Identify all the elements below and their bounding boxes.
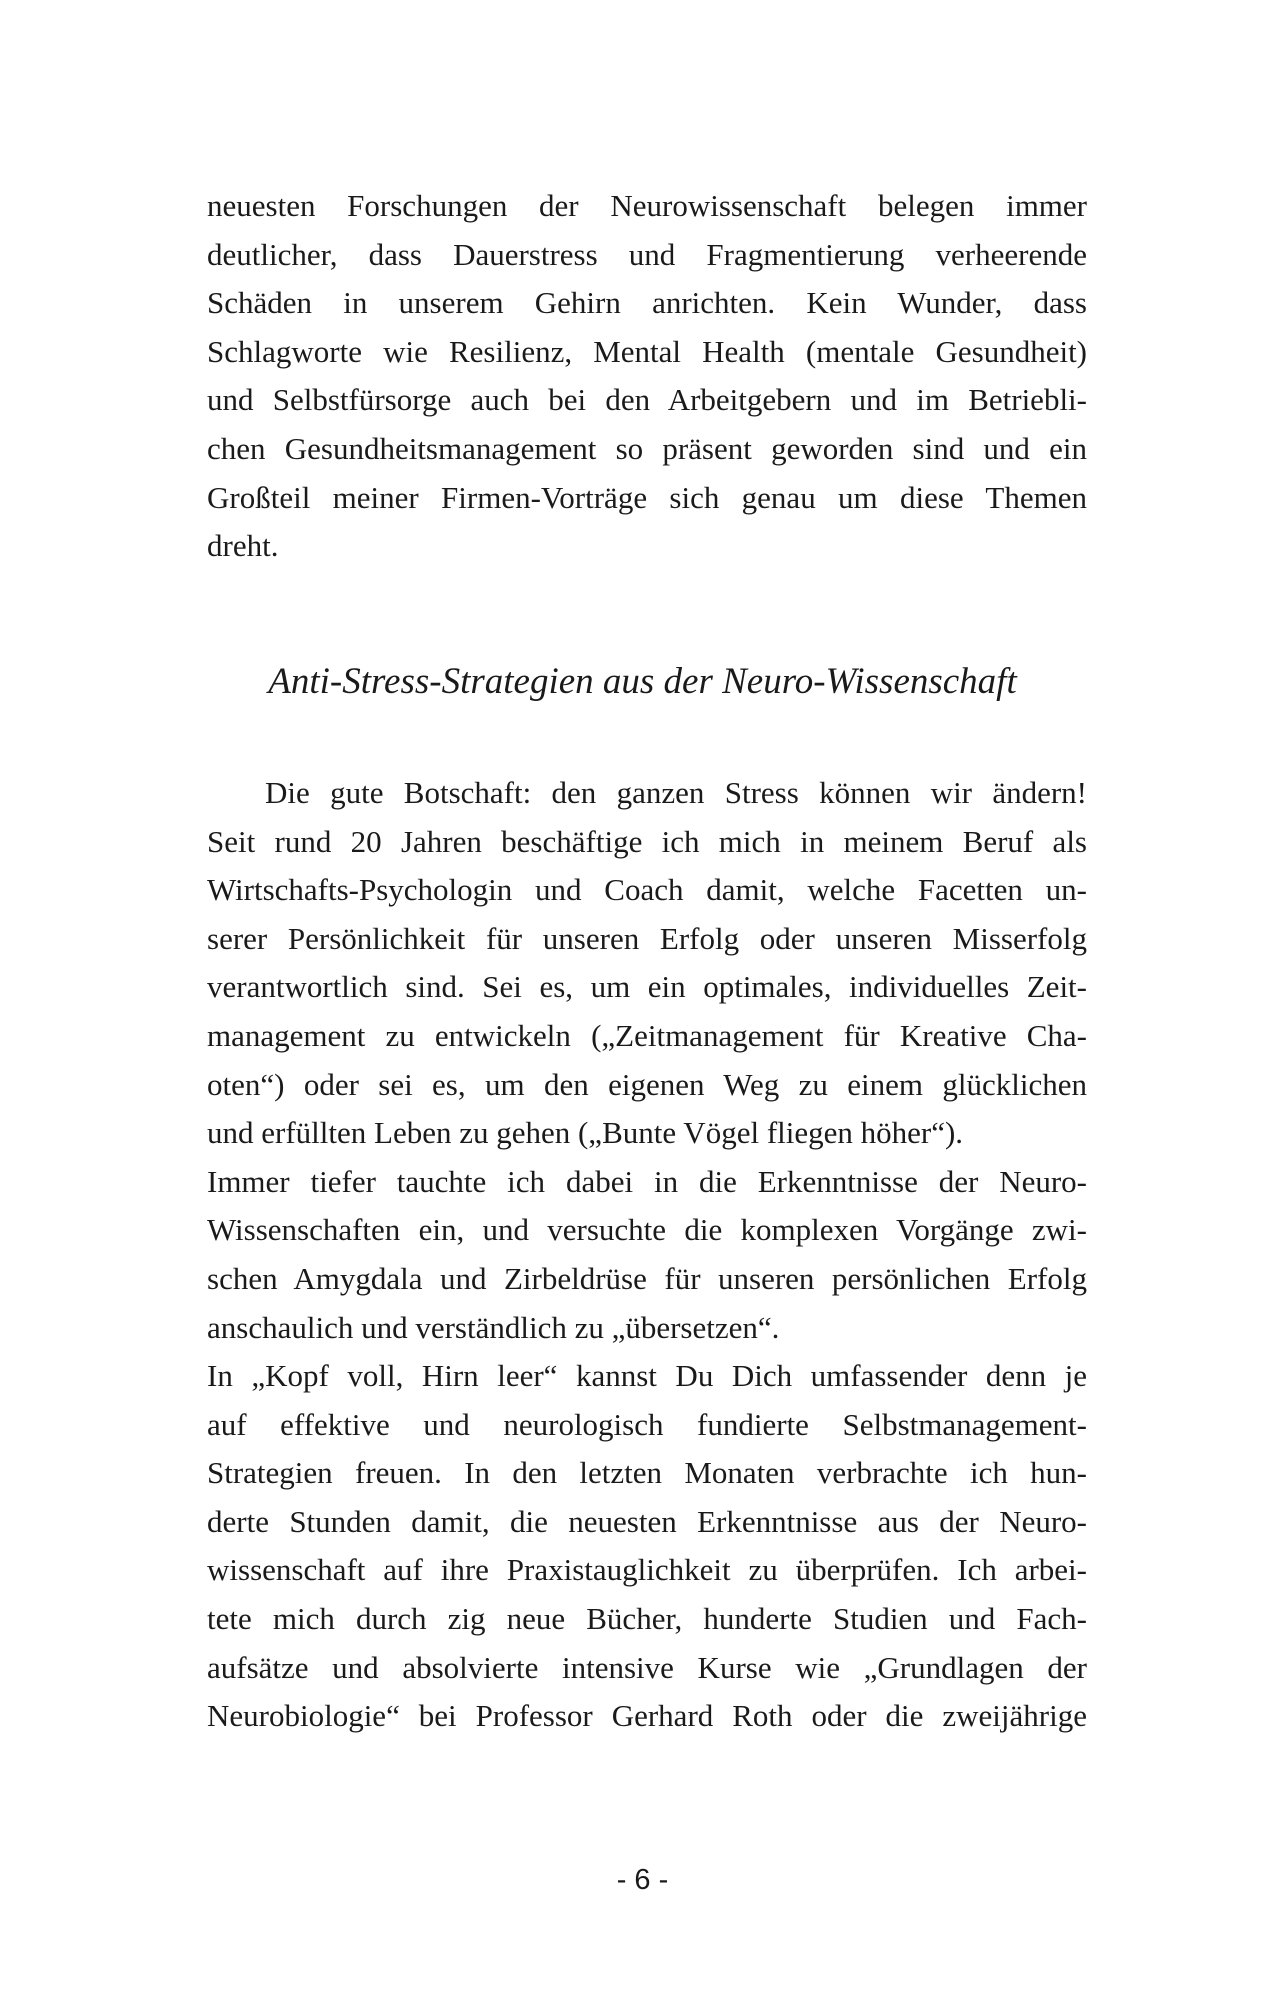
text-line: serer Persönlichkeit für unseren Erfolg oder unseren Misserfolg — [207, 920, 1087, 956]
text-line: Die gute Botschaft: den ganzen Stress können wir ändern! — [265, 775, 1087, 810]
text-line: tete mich durch zig neue Bücher, hunderte Studien und Fach- — [207, 1600, 1087, 1636]
text-line: dreht. — [207, 528, 279, 564]
text-line: management zu entwickeln („Zeitmanagement für Kreative Cha- — [207, 1017, 1087, 1053]
text-line: aufsätze und absolvierte intensive Kurse wie „Grundlagen der — [207, 1649, 1087, 1685]
text-line: anschaulich und verständlich zu „übersetzen“. — [207, 1309, 780, 1345]
text-line: oten“) oder sei es, um den eigenen Weg zu einem glücklichen — [207, 1066, 1087, 1102]
text-line: Wissenschaften ein, und versuchte die komplexen Vorgänge zwi- — [207, 1212, 1087, 1248]
page-number: - 6 - — [616, 1864, 669, 1896]
paragraph-book-intro — [207, 1352, 1087, 1741]
text-line: auf effektive und neurologisch fundierte Selbstmanagement- — [207, 1406, 1087, 1442]
paragraph-intro — [207, 182, 1087, 571]
text-line: Großteil meiner Firmen-Vorträge sich genau um diese Themen — [207, 479, 1087, 515]
text-line: neuesten Forschungen der Neurowissenschaft belegen immer — [207, 188, 1087, 223]
text-line: schen Amygdala und Zirbeldrüse für unseren persönlichen Erfolg — [207, 1260, 1087, 1296]
text-line: In „Kopf voll, Hirn leer“ kannst Du Dich umfassender denn je — [207, 1358, 1087, 1393]
text-line: derte Stunden damit, die neuesten Erkenntnisse aus der Neuro- — [207, 1503, 1087, 1539]
text-line: Immer tiefer tauchte ich dabei in die Erkenntnisse der Neuro- — [207, 1163, 1087, 1199]
text-line: und erfüllten Leben zu gehen („Bunte Vögel fliegen höher“). — [207, 1115, 964, 1151]
text-line: Strategien freuen. In den letzten Monaten verbrachte ich hun- — [207, 1455, 1087, 1491]
text-line: Schlagworte wie Resilienz, Mental Health (mentale Gesundheit) — [207, 333, 1087, 369]
text-line: verantwortlich sind. Sei es, um ein optimales, individuelles Zeit- — [207, 969, 1087, 1005]
text-line: und Selbstfürsorge auch bei den Arbeitgebern und im Betriebli- — [207, 382, 1087, 418]
text-line: Wirtschafts-Psychologin und Coach damit, welche Facetten un- — [207, 872, 1087, 908]
text-line: Seit rund 20 Jahren beschäftige ich mich in meinem Beruf als — [207, 823, 1087, 859]
paragraph-good-news — [207, 769, 1087, 1352]
section-heading: Anti-Stress-Strategien aus der Neuro-Wissenschaft — [268, 661, 1017, 702]
text-line: wissenschaft auf ihre Praxistauglichkeit zu überprüfen. Ich arbei- — [207, 1552, 1087, 1588]
text-line: deutlicher, dass Dauerstress und Fragmentierung verheerende — [207, 236, 1087, 272]
text-line: Neurobiologie“ bei Professor Gerhard Roth oder die zweijährige — [207, 1698, 1087, 1734]
text-line: Schäden in unserem Gehirn anrichten. Kein Wunder, dass — [207, 285, 1087, 321]
text-line: chen Gesundheitsmanagement so präsent geworden sind und ein — [207, 430, 1087, 466]
